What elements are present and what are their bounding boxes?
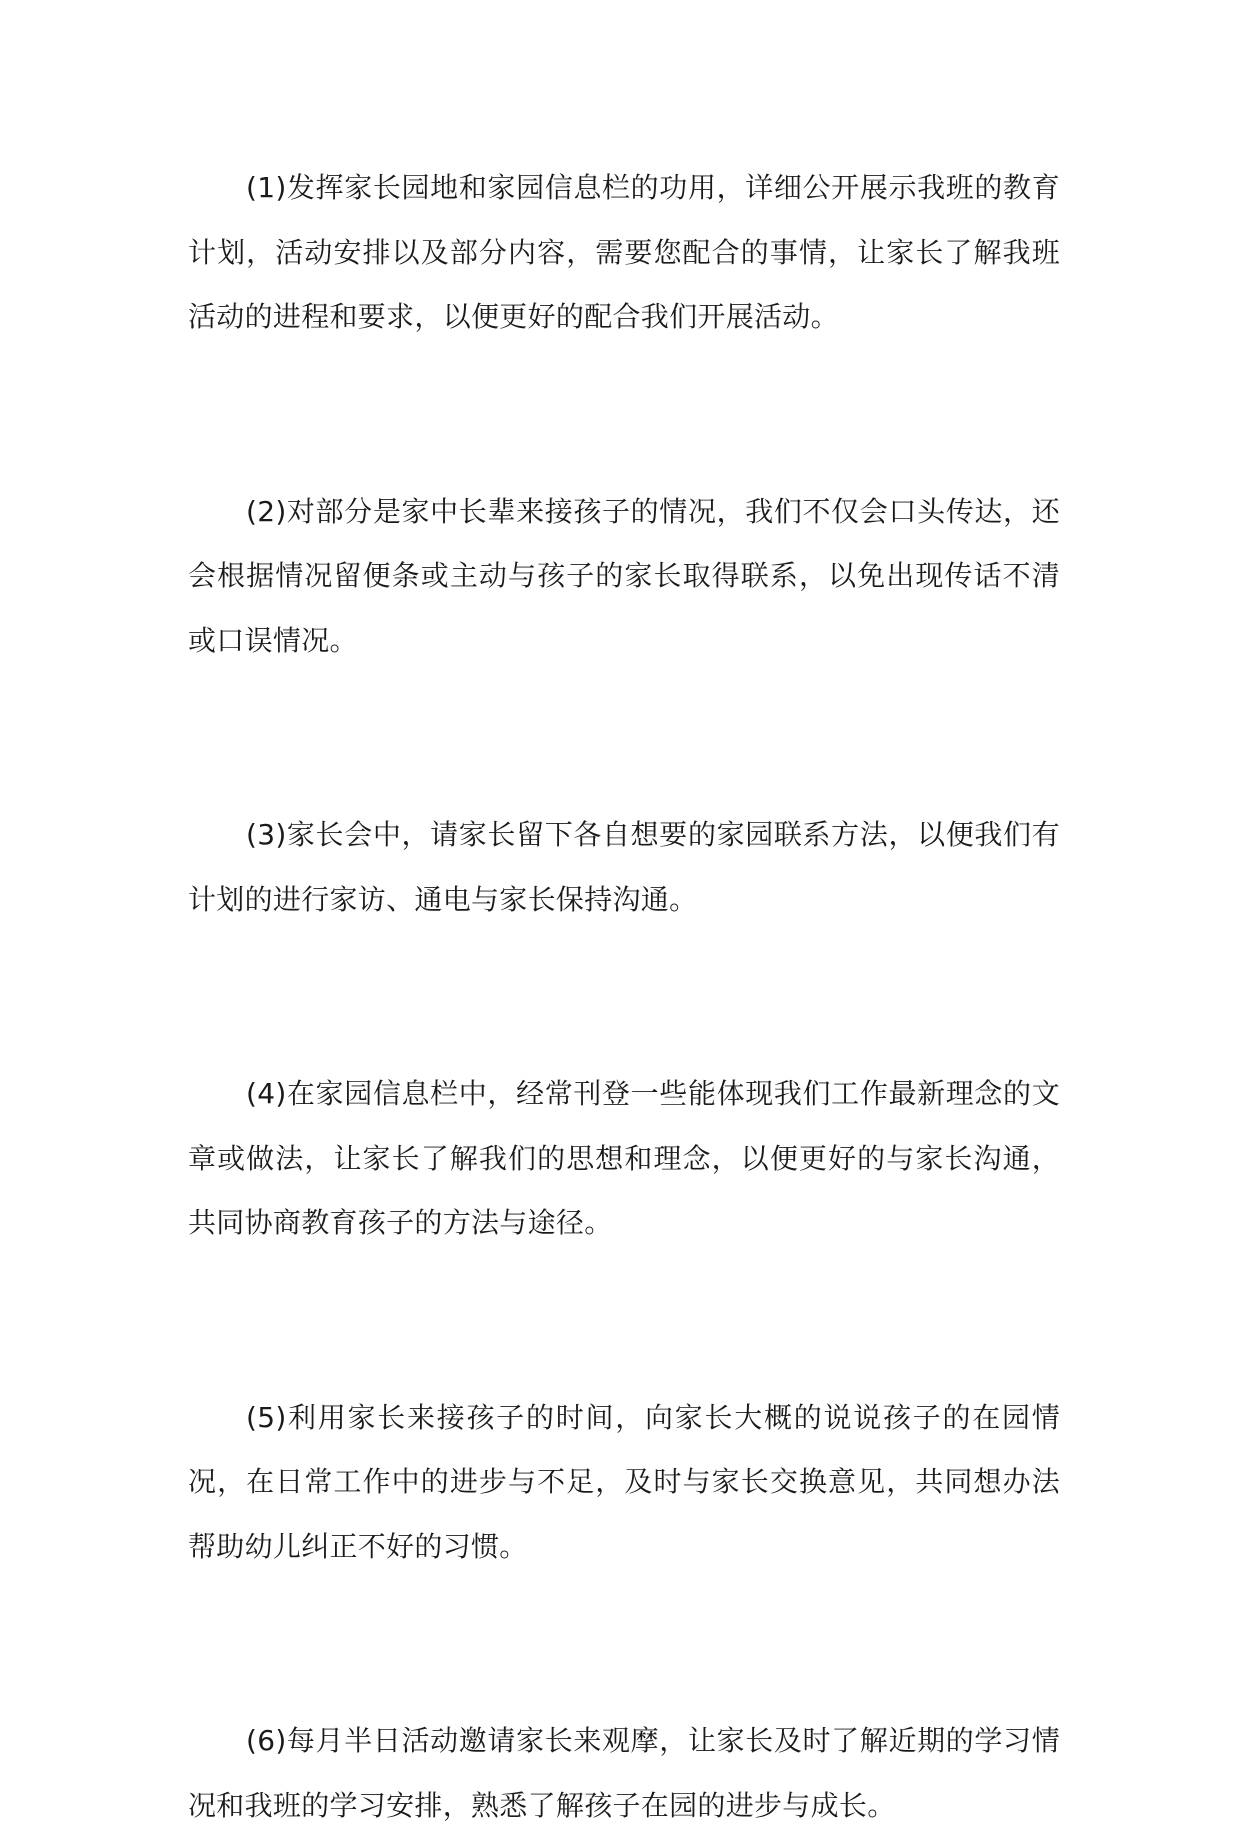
document-body [188,156,1060,1838]
paragraph-1: (1)发挥家长园地和家园信息栏的功用，详细公开展示我班的教育计划，活动安排以及部分内容，需要您配合的事情，让家长了解我班活动的进程和要求，以便更好的配合我们开展活动。 [188,171,1060,333]
paragraph-4: (4)在家园信息栏中，经常刊登一些能体现我们工作最新理念的文章或做法，让家长了解我们的思想和理念，以便更好的与家长沟通，共同协商教育孩子的方法与途径。 [188,1077,1060,1239]
paragraph-6: (6)每月半日活动邀请家长来观摩，让家长及时了解近期的学习情况和我班的学习安排，熟悉了解孩子在园的进步与成长。 [188,1724,1060,1822]
paragraph-3: (3)家长会中，请家长留下各自想要的家园联系方法，以便我们有计划的进行家访、通电与家长保持沟通。 [188,818,1060,916]
paragraph-2: (2)对部分是家中长辈来接孩子的情况，我们不仅会口头传达，还会根据情况留便条或主动与孩子的家长取得联系，以免出现传话不清或口误情况。 [188,494,1060,657]
paragraph-5: (5)利用家长来接孩子的时间，向家长大概的说说孩子的在园情况，在日常工作中的进步与不足，及时与家长交换意见，共同想办法帮助幼儿纠正不好的习惯。 [188,1400,1060,1563]
